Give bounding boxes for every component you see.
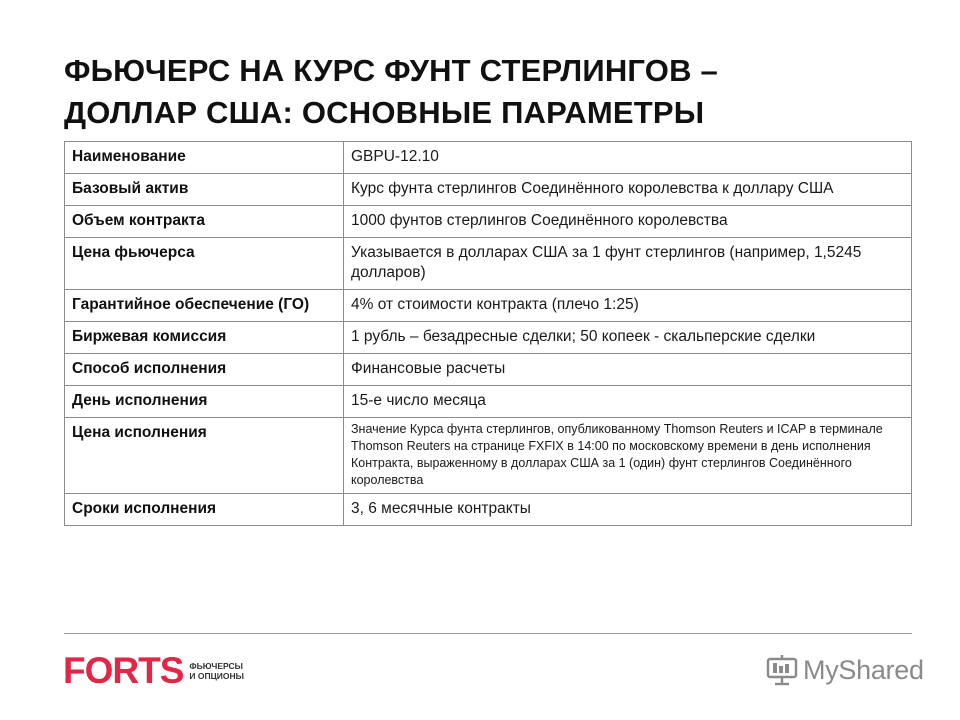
table-row [65, 322, 912, 354]
forts-logo-subtitle [189, 661, 244, 681]
forts-logo-subtitle-line-1: ФЬЮЧЕРСЫ [189, 661, 243, 671]
row-label: Биржевая комиссия [65, 322, 344, 354]
parameters-table [64, 141, 912, 526]
row-label: Наименование [65, 142, 344, 174]
row-label: Цена фьючерса [65, 238, 344, 290]
table-row [65, 386, 912, 418]
table-row [65, 418, 912, 494]
table-row [65, 238, 912, 290]
table-row [65, 206, 912, 238]
row-label: Объем контракта [65, 206, 344, 238]
table-row [65, 290, 912, 322]
row-label: Способ исполнения [65, 354, 344, 386]
table-row [65, 494, 912, 526]
row-value: Указывается в долларах США за 1 фунт стерлингов (например, 1,5245 долларов) [344, 238, 912, 290]
row-value: 15-е число месяца [344, 386, 912, 418]
row-value: Значение Курса фунта стерлингов, опубликованному Thomson Reuters и ICAP в терминале Thomson Reuters на странице FXFIX в 14:00 по московскому времени в день исполнения Контракта, выраженному в долларах США за 1 (один) фунт стерлингов Соединённого королевства [344, 418, 912, 494]
forts-logo [63, 650, 244, 691]
row-value: 1 рубль – безадресные сделки; 50 копеек - скальперские сделки [344, 322, 912, 354]
row-value: Курс фунта стерлингов Соединённого королевства к доллару США [344, 174, 912, 206]
row-label: Сроки исполнения [65, 494, 344, 526]
table-row [65, 174, 912, 206]
row-value: 3, 6 месячные контракты [344, 494, 912, 526]
slide-title-line-1: ФЬЮЧЕРС НА КУРС ФУНТ СТЕРЛИНГОВ – [64, 53, 718, 88]
myshared-watermark [765, 653, 924, 687]
row-label: Цена исполнения [65, 418, 344, 494]
slide-title [64, 50, 924, 134]
slide-title-line-2: ДОЛЛАР США: ОСНОВНЫЕ ПАРАМЕТРЫ [64, 95, 705, 130]
row-label: Базовый актив [65, 174, 344, 206]
row-value: Финансовые расчеты [344, 354, 912, 386]
table-row [65, 354, 912, 386]
row-label: Гарантийное обеспечение (ГО) [65, 290, 344, 322]
presentation-board-icon [765, 653, 799, 687]
row-label: День исполнения [65, 386, 344, 418]
row-value: 4% от стоимости контракта (плечо 1:25) [344, 290, 912, 322]
footer-divider [64, 633, 912, 634]
watermark-text: MyShared [803, 655, 924, 685]
table-row [65, 142, 912, 174]
forts-logo-subtitle-line-2: И ОПЦИОНЫ [189, 671, 244, 681]
row-value: 1000 фунтов стерлингов Соединённого королевства [344, 206, 912, 238]
row-value: GBPU-12.10 [344, 142, 912, 174]
forts-logo-word: FORTS [63, 650, 184, 691]
